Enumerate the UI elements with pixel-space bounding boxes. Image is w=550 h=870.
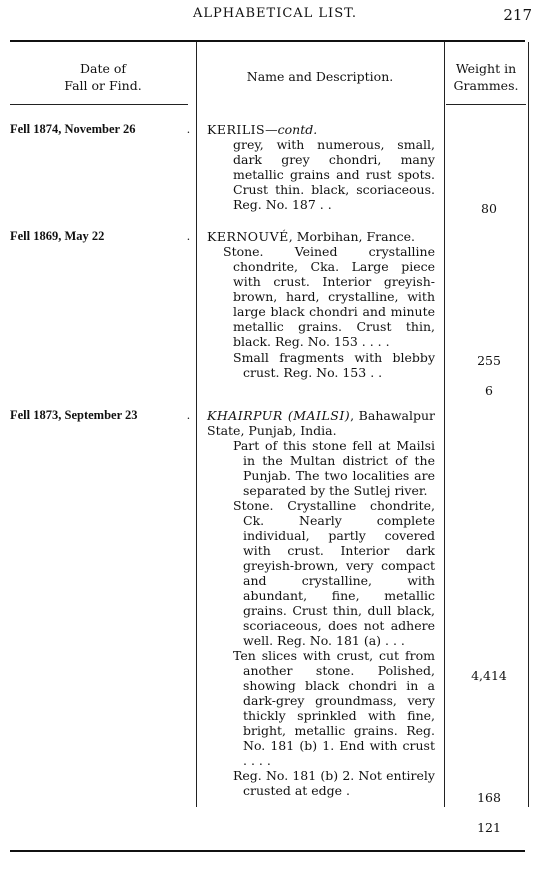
description-paragraph: Reg. No. 181 (b) 2. Not entirely crusted at edge . <box>233 768 435 798</box>
weight-value: 4,414 <box>471 668 507 683</box>
entry-date: Fell 1874, November 26 . <box>10 122 190 136</box>
table-bottom-rule <box>10 850 525 852</box>
description-paragraph: Stone. Crystalline chondrite, Ck. Nearly complete individual, partly covered with crust. Interior dark greyish-brown, very compact and crystalline, with abundant, fine, metallic grains. Crust thin, dull black, scoriaceous, does not adhere well. Reg. No. 181 (a) . . . <box>233 498 435 648</box>
entry-description: KHAIRPUR (MAILSI), Bahawalpur State, Punjab, India. Part of this stone fell at Mailsi in the Multan district of the Punjab. The two localities are separated by the Sutlej river. Stone. Crystalline chondrite, Ck. Nearly complete individual, partly covered with crust. Interior dark greyish-brown, very compact and crystalline, with abundant, fine, metallic grains. Crust thin, dull black, scoriaceous, does not adhere well. Reg. No. 181 (a) . . . Ten slices with crust, cut from another stone. Polished, showing black chondri in a dark-grey groundmass, very thickly sprinkled with fine, bright, metallic grains. Reg. No. 181 (b) 1. End with crust . . . . Reg. No. 181 (b) 2. Not entirely crusted at edge . <box>207 408 435 798</box>
weight-value: 80 <box>481 201 497 216</box>
description-paragraph: Small fragments with blebby crust. Reg. No. 153 . . <box>233 350 435 380</box>
entry-description: KERILIS—contd. grey, with numerous, small, dark grey chondri, many metallic grains and rust spots. Crust thin. black, scoriaceous. Reg. No. 187 . . <box>207 122 435 212</box>
weight-column-header: Weight in Grammes. <box>453 61 519 93</box>
table-top-rule <box>10 40 525 42</box>
weight-value: 121 <box>477 820 501 835</box>
entry-date: Fell 1869, May 22 . <box>10 229 190 243</box>
meteorite-name: KERNOUVÉ <box>207 229 289 244</box>
description-paragraph: Ten slices with crust, cut from another stone. Polished, showing black chondri in a dark-grey groundmass, very thickly sprinkled with fine, bright, metallic grains. Reg. No. 181 (b) 1. End with crust . . . . <box>233 648 435 768</box>
name-column-header: Name and Description. <box>246 69 394 84</box>
header-rule-date <box>10 104 188 105</box>
weight-value: 255 <box>477 353 501 368</box>
meteorite-name: KERILIS <box>207 122 266 137</box>
entry-date: Fell 1873, September 23 . <box>10 408 190 422</box>
description-paragraph: grey, with numerous, small, dark grey chondri, many metallic grains and rust spots. Crust thin. black, scoriaceous. Reg. No. 187 . . <box>233 137 435 212</box>
meteorite-name: KHAIRPUR (MAILSI) <box>207 408 351 423</box>
column-divider-3 <box>528 42 529 807</box>
date-column-header: Date of Fall or Find. <box>64 61 142 93</box>
description-paragraph: Stone. Veined crystalline chondrite, Cka. Large piece with crust. Interior greyish-brown, hard, crystalline, with large black chondri and minute metallic grains. Crust thin, black. Reg. No. 153 . . . . <box>223 244 435 349</box>
running-title: ALPHABETICAL LIST. <box>192 6 357 21</box>
entry-description: KERNOUVÉ, Morbihan, France. Stone. Veined crystalline chondrite, Cka. Large piece with crust. Interior greyish-brown, hard, crystalline, with large black chondri and minute metallic grains. Crust thin, black. Reg. No. 153 . . . . Small fragments with blebby crust. Reg. No. 153 . . <box>207 229 435 380</box>
weight-value: 168 <box>477 790 501 805</box>
description-paragraph: Part of this stone fell at Mailsi in the Multan district of the Punjab. The two localities are separated by the Sutlej river. <box>233 438 435 498</box>
column-divider-2 <box>444 42 445 807</box>
column-divider-1 <box>196 42 197 807</box>
header-rule-weight <box>446 104 526 105</box>
page-number: 217 <box>503 6 532 24</box>
weight-value: 6 <box>485 383 493 398</box>
